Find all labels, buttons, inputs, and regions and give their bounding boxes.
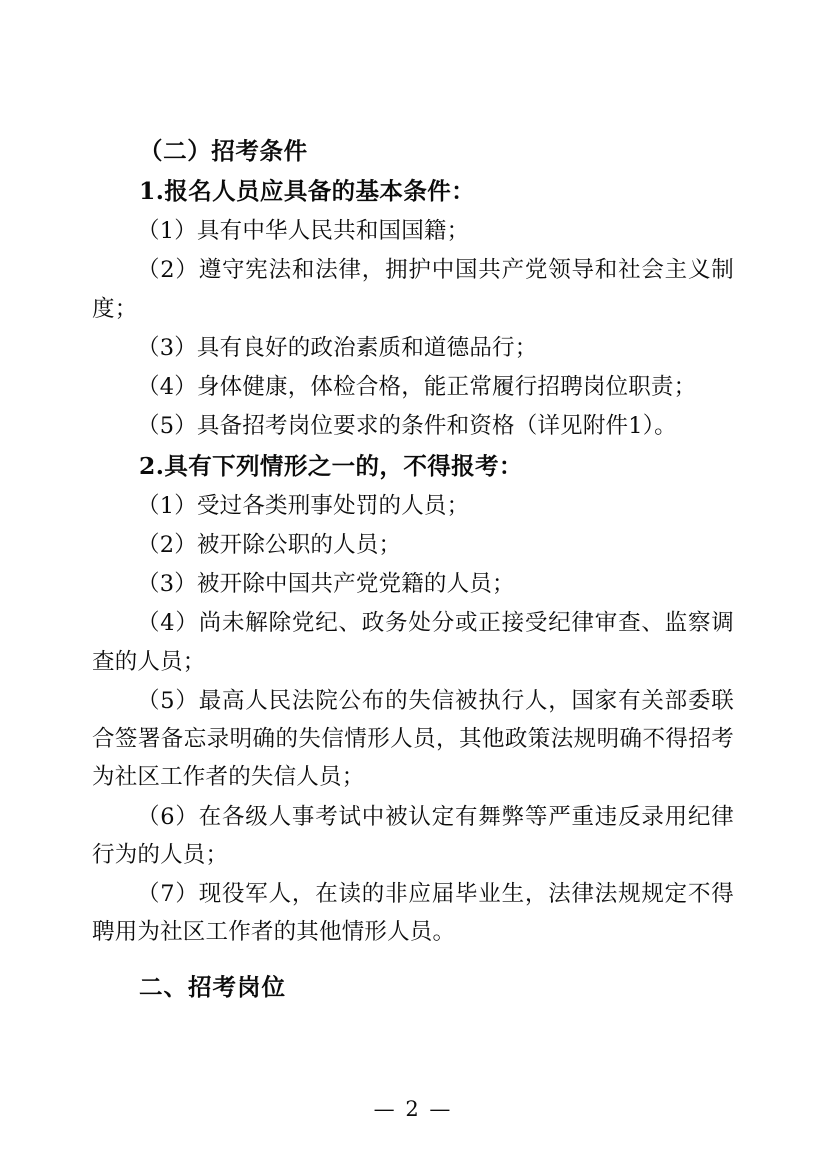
list-item-disqualify-2: （2）被开除公职的人员； [137,531,402,558]
list-item-disqualify-6: （6）在各级人事考试中被认定有舞弊等严重违反录用纪律行为的人员； [92,803,734,868]
list-item-basic-2: （2）遵守宪法和法律，拥护中国共产党领导和社会主义制度； [92,257,734,322]
list-item-basic-4: （4）身体健康，体检合格，能正常履行招聘岗位职责； [137,374,697,401]
page-number: — 2 — [373,1097,453,1121]
list-item-disqualify-3: （3）被开除中国共产党党籍的人员； [137,571,515,598]
subheading-basic-conditions: 1.报名人员应具备的基本条件： [139,177,476,206]
list-item-disqualify-7: （7）现役军人，在读的非应届毕业生，法律法规规定不得聘用为社区工作者的其他情形人员。 [92,881,734,946]
section-heading-recruitment-conditions: （二）招考条件 [139,137,308,165]
list-item-disqualify-4: （4）尚未解除党纪、政务处分或正接受纪律审查、监察调查的人员； [92,610,734,675]
list-item-disqualify-5: （5）最高人民法院公布的失信被执行人，国家有关部委联合签署备忘录明确的失信情形人员，其他政策法规明确不得招考为社区工作者的失信人员； [92,687,734,791]
list-item-basic-3: （3）具有良好的政治素质和道德品行； [137,334,538,361]
subheading-disqualifying-conditions: 2.具有下列情形之一的，不得报考： [139,451,523,480]
section-heading-recruitment-positions: 二、招考岗位 [139,972,286,1001]
list-item-basic-5: （5）具备招考岗位要求的条件和资格（详见附件1）。 [137,413,677,440]
document-body [92,132,734,1006]
list-item-basic-1: （1）具有中华人民共和国国籍； [137,218,470,245]
list-item-disqualify-1: （1）受过各类刑事处罚的人员； [137,492,470,519]
